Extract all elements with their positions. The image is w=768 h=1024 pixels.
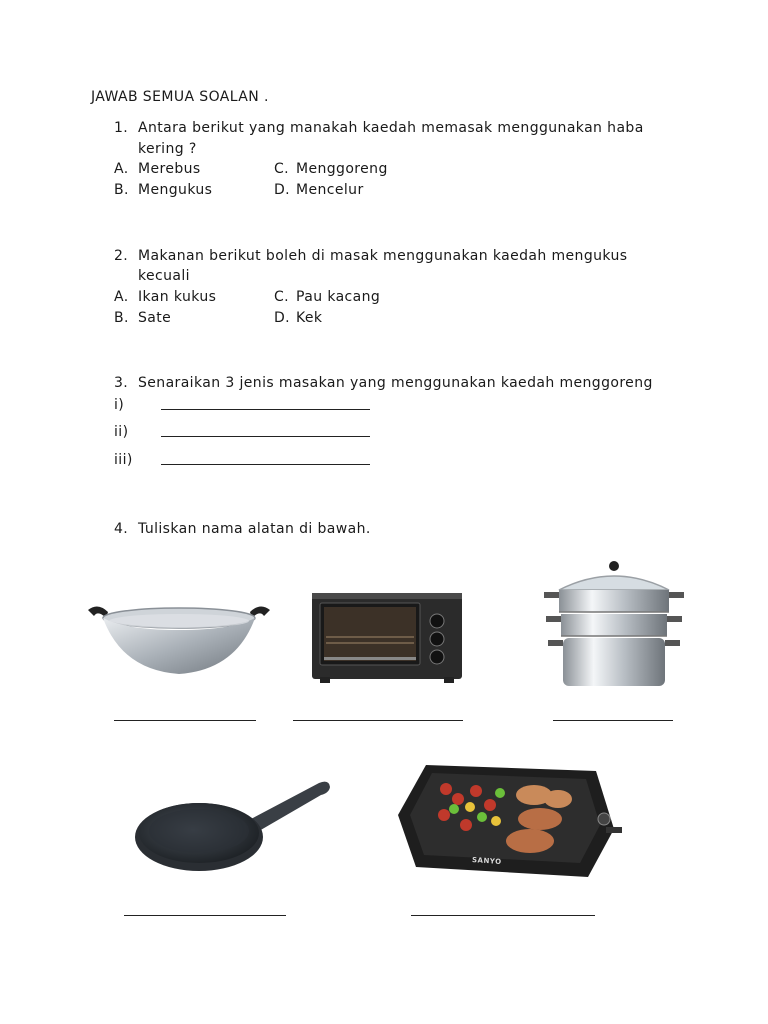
option-letter: A. — [114, 161, 129, 177]
electric-grill-icon — [396, 759, 628, 883]
option-d: Kek — [296, 310, 323, 326]
worksheet-title: JAWAB SEMUA SOALAN . — [91, 89, 269, 105]
tool-name-blank-grill[interactable] — [411, 915, 595, 916]
option-b: Mengukus — [138, 182, 213, 198]
option-letter: C. — [274, 161, 290, 177]
tool-name-blank-oven[interactable] — [293, 720, 463, 721]
option-a: Ikan kukus — [138, 289, 217, 305]
grill-brand-logo: SANYO — [471, 855, 502, 867]
question-number: 2. — [114, 248, 129, 264]
question-number: 3. — [114, 375, 129, 391]
option-a: Merebus — [138, 161, 201, 177]
wok-icon — [82, 596, 276, 682]
question-number: 1. — [114, 120, 129, 136]
question-text-continued: kecuali — [138, 268, 190, 284]
tool-name-blank-frying-pan[interactable] — [124, 915, 286, 916]
oven-icon — [310, 591, 464, 685]
option-d: Mencelur — [296, 182, 364, 198]
option-c: Menggoreng — [296, 161, 388, 177]
option-letter: C. — [274, 289, 290, 305]
answer-blank-line[interactable] — [161, 464, 370, 465]
option-letter: B. — [114, 182, 129, 198]
question-text: Tuliskan nama alatan di bawah. — [138, 521, 371, 537]
steamer-pot-icon — [541, 560, 687, 698]
answer-label: i) — [114, 397, 125, 413]
question-text: Senaraikan 3 jenis masakan yang menggunakan kaedah menggoreng — [138, 375, 653, 391]
answer-label: ii) — [114, 424, 129, 440]
option-letter: B. — [114, 310, 129, 326]
question-text-continued: kering ? — [138, 141, 197, 157]
question-text: Antara berikut yang manakah kaedah memasak menggunakan haba — [138, 120, 644, 136]
question-text: Makanan berikut boleh di masak menggunakan kaedah mengukus — [138, 248, 628, 264]
option-c: Pau kacang — [296, 289, 381, 305]
tool-name-blank-steamer[interactable] — [553, 720, 673, 721]
option-letter: A. — [114, 289, 129, 305]
answer-label: iii) — [114, 452, 133, 468]
answer-blank-line[interactable] — [161, 409, 370, 410]
option-letter: D. — [274, 182, 291, 198]
frying-pan-icon — [133, 775, 333, 877]
answer-blank-line[interactable] — [161, 436, 370, 437]
option-letter: D. — [274, 310, 291, 326]
question-number: 4. — [114, 521, 129, 537]
option-b: Sate — [138, 310, 172, 326]
tool-name-blank-wok[interactable] — [114, 720, 256, 721]
